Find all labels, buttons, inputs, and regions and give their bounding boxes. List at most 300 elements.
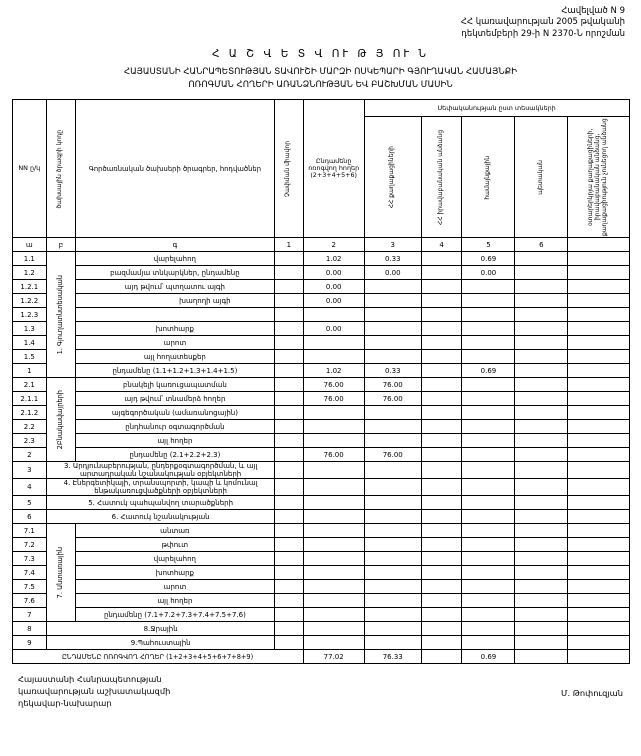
col-letter-1: 2 [303, 238, 364, 252]
col-header-state: պետական [515, 117, 568, 238]
row-legal [421, 364, 462, 378]
row-total [303, 636, 364, 650]
row-state [515, 538, 568, 552]
row-total [303, 336, 364, 350]
row-community [462, 510, 515, 524]
row-legal [421, 392, 462, 406]
row-community [462, 538, 515, 552]
row-state [515, 308, 568, 322]
row-citizens [364, 524, 421, 538]
row-description: 8.Ջրային [47, 622, 275, 636]
row-description: ընդամենը (7.1+7.2+7.3+7.4+7.5+7.6) [75, 608, 275, 622]
row-foreign [568, 392, 629, 406]
row-state [515, 524, 568, 538]
col-header-ownership-group: Սեփականության ըստ տեսակների [364, 100, 629, 117]
table-row [12, 594, 629, 608]
row-community: 0.69 [462, 364, 515, 378]
row-citizens [364, 622, 421, 636]
row-total [303, 580, 364, 594]
row-legal [421, 462, 462, 479]
row-state [515, 552, 568, 566]
row-nn: 6 [12, 510, 47, 524]
row-unit [275, 420, 304, 434]
row-community [462, 420, 515, 434]
col-letter-2: 3 [364, 238, 421, 252]
row-nn: 4 [12, 479, 47, 496]
page-subtitle-line1: ՀԱՅԱՍՏԱՆԻ ՀԱՆՐԱՊԵՏՈՒԹՅԱՆ ՏԱՎՈՒՇԻ ՄԱՐԶԻ ՈՍԿԵՊԱՐԻ ԳՅՈՒՂԱԿԱՆ ՀԱՄԱՅՆՔԻ [123, 67, 518, 78]
row-legal [421, 636, 462, 650]
row-citizens: 0.33 [364, 364, 421, 378]
page-subtitle [41, 66, 601, 91]
row-unit [275, 594, 304, 608]
row-legal [421, 294, 462, 308]
table-row [12, 252, 629, 266]
row-citizens [364, 479, 421, 496]
row-community [462, 350, 515, 364]
row-state [515, 622, 568, 636]
row-community [462, 636, 515, 650]
row-total [303, 566, 364, 580]
row-citizens [364, 406, 421, 420]
row-legal [421, 552, 462, 566]
row-nn: 1.4 [12, 336, 47, 350]
row-citizens: 0.33 [364, 252, 421, 266]
table-row [12, 350, 629, 364]
row-unit [275, 280, 304, 294]
row-state [515, 462, 568, 479]
row-legal [421, 378, 462, 392]
row-state [515, 580, 568, 594]
row-community [462, 392, 515, 406]
row-description: թփուտ [75, 538, 275, 552]
row-description: 4. Էներգետիկայի, տրանսպորտի, կապի և կոմունալ ենթակառուցվածքների օբյեկտների [47, 479, 275, 496]
grand-total-legal [421, 650, 462, 664]
row-foreign [568, 496, 629, 510]
row-total [303, 420, 364, 434]
row-unit [275, 566, 304, 580]
row-nn: 2.1.2 [12, 406, 47, 420]
row-unit [275, 538, 304, 552]
row-total [303, 538, 364, 552]
row-legal [421, 594, 462, 608]
col-header-code: ծախսային ծրագրի կոդը [47, 100, 76, 238]
table-row [12, 622, 629, 636]
row-citizens [364, 538, 421, 552]
row-citizens [364, 580, 421, 594]
table-row [12, 552, 629, 566]
row-description: խաղողի այգի [75, 294, 275, 308]
row-total [303, 594, 364, 608]
table-row-subtotal [12, 448, 629, 462]
row-citizens [364, 294, 421, 308]
row-community: 0.69 [462, 252, 515, 266]
table-row [12, 420, 629, 434]
col-header-total: Ընդամենը ոռոգվող հողեր (2+3+4+5+6) [303, 100, 364, 238]
row-state [515, 479, 568, 496]
row-state [515, 364, 568, 378]
row-description: 6. Հատուկ նշանակության [47, 510, 275, 524]
row-nn: 7 [12, 608, 47, 622]
row-foreign [568, 322, 629, 336]
row-unit [275, 636, 304, 650]
row-foreign [568, 566, 629, 580]
row-foreign [568, 538, 629, 552]
row-legal [421, 448, 462, 462]
row-description: 3. Արդյունաբերության, ընդերքօգտագործման, և այլ արտադրական նշանակության օբյեկտների [47, 462, 275, 479]
row-legal [421, 336, 462, 350]
col-letter-b: բ [47, 238, 76, 252]
row-foreign [568, 462, 629, 479]
row-legal [421, 580, 462, 594]
col-letter-4: 5 [462, 238, 515, 252]
row-unit [275, 552, 304, 566]
row-state [515, 510, 568, 524]
group-label-agricultural: 1. Գյուղատնտեսական [47, 252, 76, 378]
row-unit [275, 434, 304, 448]
row-nn: 2.1.1 [12, 392, 47, 406]
row-nn: 1.2.3 [12, 308, 47, 322]
table-row [12, 636, 629, 650]
row-legal [421, 252, 462, 266]
row-nn: 8 [12, 622, 47, 636]
grand-total-foreign [568, 650, 629, 664]
row-community [462, 479, 515, 496]
row-nn: 7.1 [12, 524, 47, 538]
annex-header [10, 6, 631, 40]
row-citizens [364, 594, 421, 608]
annex-decision-line: դեկտեմբերի 29-ի N 2370-Ն որոշման [461, 28, 625, 39]
row-description [75, 308, 275, 322]
row-citizens [364, 608, 421, 622]
row-total [303, 479, 364, 496]
row-citizens [364, 496, 421, 510]
row-total [303, 462, 364, 479]
row-citizens: 76.00 [364, 392, 421, 406]
row-description: արոտ [75, 580, 275, 594]
row-nn: 1.3 [12, 322, 47, 336]
signature-block [10, 674, 631, 709]
row-total [303, 608, 364, 622]
table-row [12, 479, 629, 496]
row-total [303, 622, 364, 636]
row-nn: 5 [12, 496, 47, 510]
row-state [515, 322, 568, 336]
row-legal [421, 496, 462, 510]
row-community [462, 580, 515, 594]
row-citizens [364, 308, 421, 322]
row-description: անտառ [75, 524, 275, 538]
table-row [12, 462, 629, 479]
table-row [12, 392, 629, 406]
row-unit [275, 622, 304, 636]
row-description: ընդամենը (2.1+2.2+2.3) [75, 448, 275, 462]
grand-total-citizens: 76.33 [364, 650, 421, 664]
row-nn: 2.1 [12, 378, 47, 392]
row-description: այգեգործական (ամառանոցային) [75, 406, 275, 420]
col-header-description: Գործառնական ծախսերի ծրագրեր, հոդվածներ [75, 100, 275, 238]
signature-line2: կառավարության աշխատակազմի [18, 685, 171, 696]
row-community [462, 406, 515, 420]
group-label-forest: 7. Անտառային [47, 524, 76, 622]
row-community [462, 378, 515, 392]
table-row [12, 434, 629, 448]
table-row [12, 496, 629, 510]
row-foreign [568, 434, 629, 448]
row-unit [275, 308, 304, 322]
row-unit [275, 524, 304, 538]
row-state [515, 420, 568, 434]
row-total: 0.00 [303, 266, 364, 280]
signature-line3: ղեկավար-նախարար [18, 697, 112, 708]
row-citizens [364, 280, 421, 294]
table-grand-total-row [12, 650, 629, 664]
row-nn: 3 [12, 462, 47, 479]
row-state [515, 608, 568, 622]
row-foreign [568, 580, 629, 594]
table-row [12, 322, 629, 336]
row-citizens [364, 322, 421, 336]
row-foreign [568, 636, 629, 650]
row-unit [275, 462, 304, 479]
row-community [462, 448, 515, 462]
table-row [12, 406, 629, 420]
row-unit [275, 608, 304, 622]
row-unit [275, 266, 304, 280]
row-total: 76.00 [303, 448, 364, 462]
row-state [515, 280, 568, 294]
table-row [12, 538, 629, 552]
row-state [515, 350, 568, 364]
col-letter-g: 1 [275, 238, 304, 252]
row-total [303, 496, 364, 510]
page-subtitle-line2: ՈՌՈԳՄԱՆ ՀՈՂԵՐԻ ԱՌԱՆՁՆՈՒԹՅԱՆ ԵՎ ԲԱՇԽՄԱՆ ՄԱՍԻՆ [188, 79, 453, 90]
row-community [462, 524, 515, 538]
table-row [12, 294, 629, 308]
row-state [515, 496, 568, 510]
row-unit [275, 336, 304, 350]
table-row-subtotal [12, 608, 629, 622]
row-foreign [568, 420, 629, 434]
row-unit [275, 252, 304, 266]
row-legal [421, 608, 462, 622]
row-legal [421, 406, 462, 420]
row-legal [421, 622, 462, 636]
table-header-row-group [12, 100, 629, 117]
row-unit [275, 350, 304, 364]
row-legal [421, 510, 462, 524]
row-foreign [568, 294, 629, 308]
row-total: 0.00 [303, 280, 364, 294]
row-unit [275, 294, 304, 308]
row-description: այլ հողեր [75, 434, 275, 448]
table-row [12, 378, 629, 392]
table-header-row-letters [12, 238, 629, 252]
row-community [462, 594, 515, 608]
row-total [303, 552, 364, 566]
row-unit [275, 322, 304, 336]
grand-total-label: ԸՆԴԱՄԵՆԸ ՈՌՈԳՎՈՂ ՀՈՂԵՐ (1+2+3+4+5+6+7+8+9) [12, 650, 303, 664]
row-legal [421, 350, 462, 364]
col-header-legal-entities: ՀՀ իրավաբանական անձանց [421, 117, 462, 238]
row-nn: 1.2.2 [12, 294, 47, 308]
row-total: 76.00 [303, 378, 364, 392]
row-unit [275, 580, 304, 594]
row-nn: 7.2 [12, 538, 47, 552]
row-total [303, 308, 364, 322]
row-description: այդ թվում՝ պտղատու այգի [75, 280, 275, 294]
row-legal [421, 308, 462, 322]
row-legal [421, 479, 462, 496]
row-community [462, 322, 515, 336]
col-letter-b2: գ [75, 238, 275, 252]
row-foreign [568, 406, 629, 420]
row-nn: 1.5 [12, 350, 47, 364]
row-description: այլ հողեր [75, 594, 275, 608]
row-description: ընդհանուր օգտագործման [75, 420, 275, 434]
row-community [462, 462, 515, 479]
row-nn: 1 [12, 364, 47, 378]
row-total [303, 524, 364, 538]
row-description: վարելահող [75, 552, 275, 566]
row-foreign [568, 510, 629, 524]
row-state [515, 434, 568, 448]
annex-number: Հավելված N 9 [561, 6, 625, 16]
row-nn: 7.6 [12, 594, 47, 608]
row-community [462, 552, 515, 566]
row-nn: 2 [12, 448, 47, 462]
land-distribution-table [12, 99, 630, 664]
row-description: արոտ [75, 336, 275, 350]
row-unit [275, 392, 304, 406]
row-foreign [568, 252, 629, 266]
row-description: խոտհարք [75, 322, 275, 336]
row-state [515, 594, 568, 608]
row-total: 76.00 [303, 392, 364, 406]
page-title: Հ Ա Շ Վ Ե Տ Վ ՈՒ Թ Յ ՈՒ Ն [211, 48, 430, 61]
row-community: 0.00 [462, 266, 515, 280]
row-citizens: 76.00 [364, 448, 421, 462]
row-state [515, 294, 568, 308]
row-community [462, 496, 515, 510]
signature-name: Մ. Թոփուզյան [560, 688, 623, 699]
signature-line1: Հայաստանի Հանրապետության [18, 674, 162, 685]
row-nn: 1.2.1 [12, 280, 47, 294]
row-foreign [568, 280, 629, 294]
row-unit [275, 406, 304, 420]
row-state [515, 636, 568, 650]
col-letter-5: 6 [515, 238, 568, 252]
signature-title [18, 674, 170, 709]
row-state [515, 266, 568, 280]
row-description: ընդամենը (1.1+1.2+1.3+1.4+1.5) [75, 364, 275, 378]
row-community [462, 622, 515, 636]
row-state [515, 566, 568, 580]
row-legal [421, 280, 462, 294]
row-citizens [364, 336, 421, 350]
row-unit [275, 479, 304, 496]
row-description: վարելահող [75, 252, 275, 266]
row-total: 0.00 [303, 294, 364, 308]
table-row [12, 336, 629, 350]
row-state [515, 252, 568, 266]
col-header-foreign: օտարերկրյա քաղաքացիների, իրավաբանական անձանց, քաղաքացիություն չունեցող անձանց [568, 117, 629, 238]
row-legal [421, 266, 462, 280]
row-foreign [568, 364, 629, 378]
row-unit [275, 364, 304, 378]
col-letter-6 [568, 238, 629, 252]
row-community [462, 308, 515, 322]
row-legal [421, 524, 462, 538]
row-total [303, 510, 364, 524]
row-unit [275, 448, 304, 462]
row-legal [421, 322, 462, 336]
row-total [303, 350, 364, 364]
row-total: 1.02 [303, 364, 364, 378]
col-letter-a: ա [12, 238, 47, 252]
table-row [12, 524, 629, 538]
row-state [515, 406, 568, 420]
row-legal [421, 420, 462, 434]
row-citizens: 0.00 [364, 266, 421, 280]
group-label-settlements: 2Բնակավայրերի [47, 378, 76, 462]
row-citizens: 76.00 [364, 378, 421, 392]
row-citizens [364, 566, 421, 580]
row-legal [421, 538, 462, 552]
col-header-community: համայնքային [462, 117, 515, 238]
row-foreign [568, 608, 629, 622]
col-header-citizens: ՀՀ քաղաքացիների [364, 117, 421, 238]
row-foreign [568, 336, 629, 350]
row-foreign [568, 594, 629, 608]
row-total [303, 434, 364, 448]
row-community [462, 608, 515, 622]
row-state [515, 336, 568, 350]
row-nn: 7.4 [12, 566, 47, 580]
table-row [12, 308, 629, 322]
row-foreign [568, 308, 629, 322]
row-citizens [364, 434, 421, 448]
grand-total-community: 0.69 [462, 650, 515, 664]
row-citizens [364, 636, 421, 650]
row-nn: 1.2 [12, 266, 47, 280]
row-unit [275, 496, 304, 510]
row-total: 1.02 [303, 252, 364, 266]
row-state [515, 448, 568, 462]
row-legal [421, 566, 462, 580]
row-unit [275, 510, 304, 524]
row-description: այդ թվում՝ տնամերձ հողեր [75, 392, 275, 406]
row-community [462, 294, 515, 308]
row-foreign [568, 448, 629, 462]
row-foreign [568, 266, 629, 280]
row-description: 5. Հատուկ պահպանվող տարածքների [47, 496, 275, 510]
row-nn: 1.1 [12, 252, 47, 266]
row-description: բնակելի կառուցապատման [75, 378, 275, 392]
row-description: 9.Պահուստային [47, 636, 275, 650]
row-legal [421, 434, 462, 448]
row-description: այլ հողատեսքեր [75, 350, 275, 364]
row-foreign [568, 479, 629, 496]
col-header-unit: Չափման միավոր [275, 100, 304, 238]
col-header-nn: NN ը/կ [12, 100, 47, 238]
row-nn: 2.2 [12, 420, 47, 434]
row-community [462, 336, 515, 350]
table-row [12, 510, 629, 524]
row-total [303, 406, 364, 420]
row-foreign [568, 552, 629, 566]
table-row [12, 266, 629, 280]
row-foreign [568, 524, 629, 538]
